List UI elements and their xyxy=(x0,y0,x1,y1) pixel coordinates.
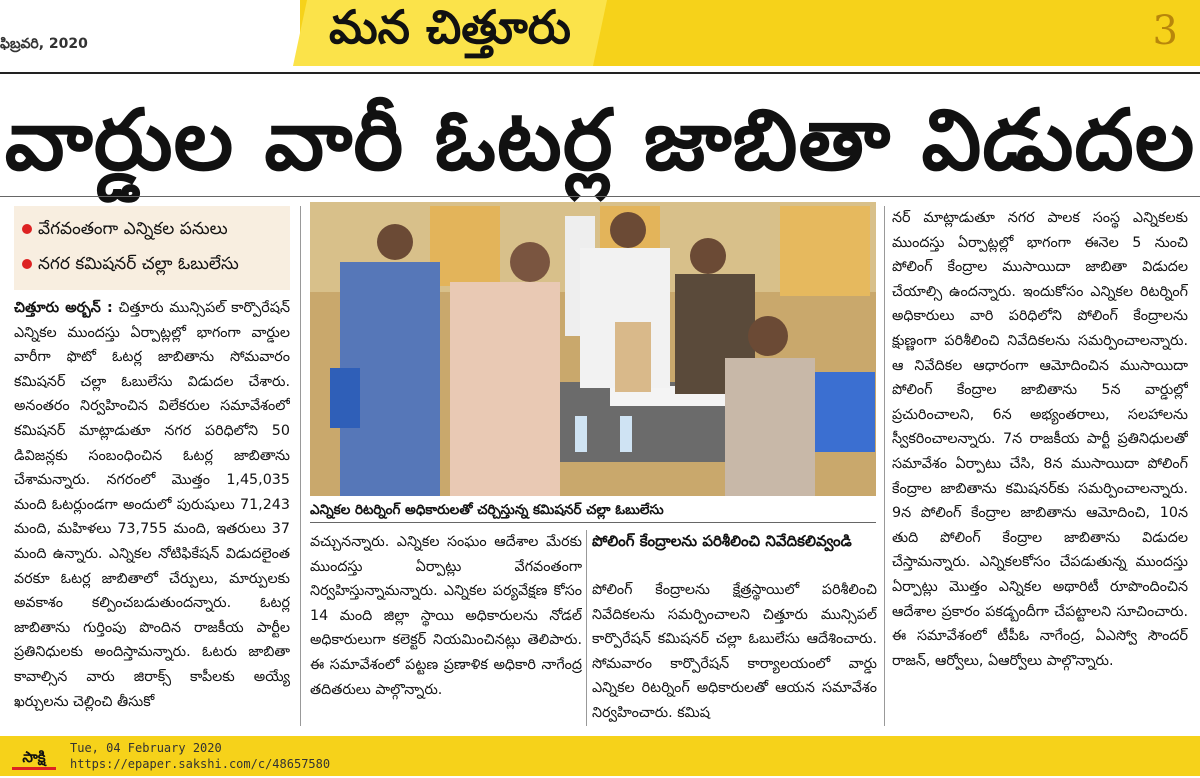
page-number: 3 xyxy=(1152,8,1178,54)
photo-caption: ఎన్నికల రిటర్నింగ్ అధికారులతో చర్చిస్తున్న కమిషనర్ చల్లా ఓబులేసు xyxy=(310,502,664,518)
headline-rule xyxy=(0,196,1200,197)
bullet-icon xyxy=(22,224,32,234)
column-divider xyxy=(884,206,885,726)
article-column-4 xyxy=(892,206,1188,726)
highlight-text: నగర కమిషనర్ చల్లా ఓబులేసు xyxy=(38,254,239,274)
highlight-text: వేగవంతంగా ఎన్నికల పనులు xyxy=(38,219,228,239)
article-column-1 xyxy=(14,296,290,726)
header-dateline: ఫిబ్రవరి, 2020 xyxy=(0,36,88,52)
section-title: మన చిత్తూరు xyxy=(329,0,571,54)
sakshi-logo xyxy=(6,738,62,774)
article-dateline: చిత్తూరు అర్బన్ : xyxy=(14,300,113,316)
caption-rule xyxy=(310,522,876,523)
footer-url[interactable]: https://epaper.sakshi.com/c/48657580 xyxy=(70,757,331,771)
article-text: పోలింగ్ కేంద్రాలను క్షేత్రస్థాయిలో పరిశీలించి నివేదికలను సమర్పించాలని చిత్తూరు మున్సిపల్ కార్పొరేషన్ కమిషనర్ చల్లా ఓబులేసు ఆదేశించారు. సోమవారం కార్పొరేషన్ కార్యాలయంలో వార్డు ఎన్నికల రిటర్నింగ్ అధికారులతో ఆయన సమావేశం నిర్వహించారు. కమిష xyxy=(592,582,877,721)
article-text: చిత్తూరు మున్సిపల్ కార్పొరేషన్ ఎన్నికల ముందస్తు ఏర్పాట్లల్లో భాగంగా వార్డుల వారీగా ఫొటో ఓటర్ల జాబితాను సోమవారం కమిషనర్ చల్లా ఓబులేసు విడుదల చేశారు. అనంతరం నిర్వహించిన విలేకరుల సమావేశంలో కమిషనర్ మాట్లాడుతూ నగర పరిధిలోని 50 డివిజన్లకు సంబంధించిన ఓటర్ల జాబితాను చేశామన్నారు. నగరంలో మొత్తం 1,45,035 మంది ఓటర్లుండగా అందులో పురుషులు 71,243 మంది, మహిళలు 73,755 మంది, ఇతరులు 37 మంది ఉన్నారు. ఎన్నికల నోటిఫికేషన్ విడుదలైంత వరకూ ఓటర్ల జాబితాలో చేర్పులు, మార్పులకు అవకాశం కల్పించబడుతుందన్నారు. ఓటర్ల జాబితాను గుర్తింపు పొందిన రాజకీయ పార్టీల ప్రతినిధులకు అందిస్తామన్నారు. ఓటరు జాబితా కావాల్సిన వారు జిరాక్స్ కాపీలకు అయ్యే ఖర్చులను చెల్లించి తీసుకో xyxy=(14,300,290,710)
header-rule xyxy=(0,72,1200,74)
article-column-3 xyxy=(592,578,877,726)
article-text: నర్ మాట్లాడుతూ నగర పాలక సంస్థ ఎన్నికలకు ముందస్తు ఏర్పాట్లల్లో భాగంగా ఈనెల 5 నుంచి పోలింగ్ కేంద్రాల ముసాయిదా జాబితా విడుదల చేయాల్సి ఉందన్నారు. ఇందుకోసం ఎన్నికల రిటర్నింగ్ అధికారులు వారి పరిధిలోని పోలింగ్ కేంద్రాలను క్షుణ్ణంగా పరిశీలించి నివేదికలను సమర్పించాలన్నారు. ఆ నివేదికల ఆధారంగా ఆమోదించిన ముసాయిదా పోలింగ్ కేంద్రాల జాబితాను 5న వార్డుల్లో ప్రచురించాలని, 6న అభ్యంతరాలు, సలహాలను స్వీకరించాలన్నారు. 7న రాజకీయ పార్టీ ప్రతినిధులతో సమావేశం ఏర్పాటు చేసి, 8న ముసాయిదా పోలింగ్ కేంద్రాల జాబితాను కమిషనర్‌కు సమర్పించాలన్నారు. 9న పోలింగ్ కేంద్రాల జాబితాను ఆమోదించి, 10న తుది పోలింగ్ కేంద్రాల జాబితాను విడుదల చేస్తామన్నారు. ఎన్నికలకోసం చేపడుతున్న ముందస్తు ఏర్పాట్లు మొత్తం ఎన్నికల అథారిటీ రూపొందించిన ఆదేశాల ప్రకారం పకడ్బందీగా చేపట్టాలని సూచించారు. ఈ సమావేశంలో టీపీఓ నాగేంద్ర, ఏఎస్వో సౌందర్ రాజన్, ఆర్వోలు, ఏఆర్వోలు పాల్గొన్నారు. xyxy=(892,210,1188,669)
news-photo xyxy=(310,202,876,496)
subheading: పోలింగ్ కేంద్రాలను పరిశీలించి నివేదికలివ్వండి xyxy=(592,532,852,550)
section-banner xyxy=(293,0,607,66)
svg-text:సాక్షి: సాక్షి xyxy=(22,748,46,766)
column-divider xyxy=(300,206,301,726)
column-divider xyxy=(586,530,587,726)
bullet-icon xyxy=(22,259,32,269)
article-text: వచ్చునన్నారు. ఎన్నికల సంఘం ఆదేశాల మేరకు ముందస్తు ఏర్పాట్లు వేగవంతంగా నిర్వహిస్తున్నామన్నారు. ఎన్నికల పర్యవేక్షణ కోసం 14 మంది జిల్లా స్థాయి అధికారులను నోడల్ అధికారులుగా కలెక్టర్ నియమించినట్లు తెలిపారు. ఈ సమావేశంలో పట్టణ ప్రణాళిక అధికారి నాగేంద్ర తదితరులు పాల్గొన్నారు. xyxy=(310,534,582,698)
highlights-box xyxy=(14,206,290,290)
article-column-2 xyxy=(310,530,582,726)
highlight-item xyxy=(22,247,282,282)
footer-date: Tue, 04 February 2020 xyxy=(70,741,222,755)
footer-meta xyxy=(70,740,330,772)
highlight-item xyxy=(22,212,282,247)
headline: వార్డుల వారీ ఓటర్ల జాబితా విడుదల xyxy=(4,91,1196,189)
